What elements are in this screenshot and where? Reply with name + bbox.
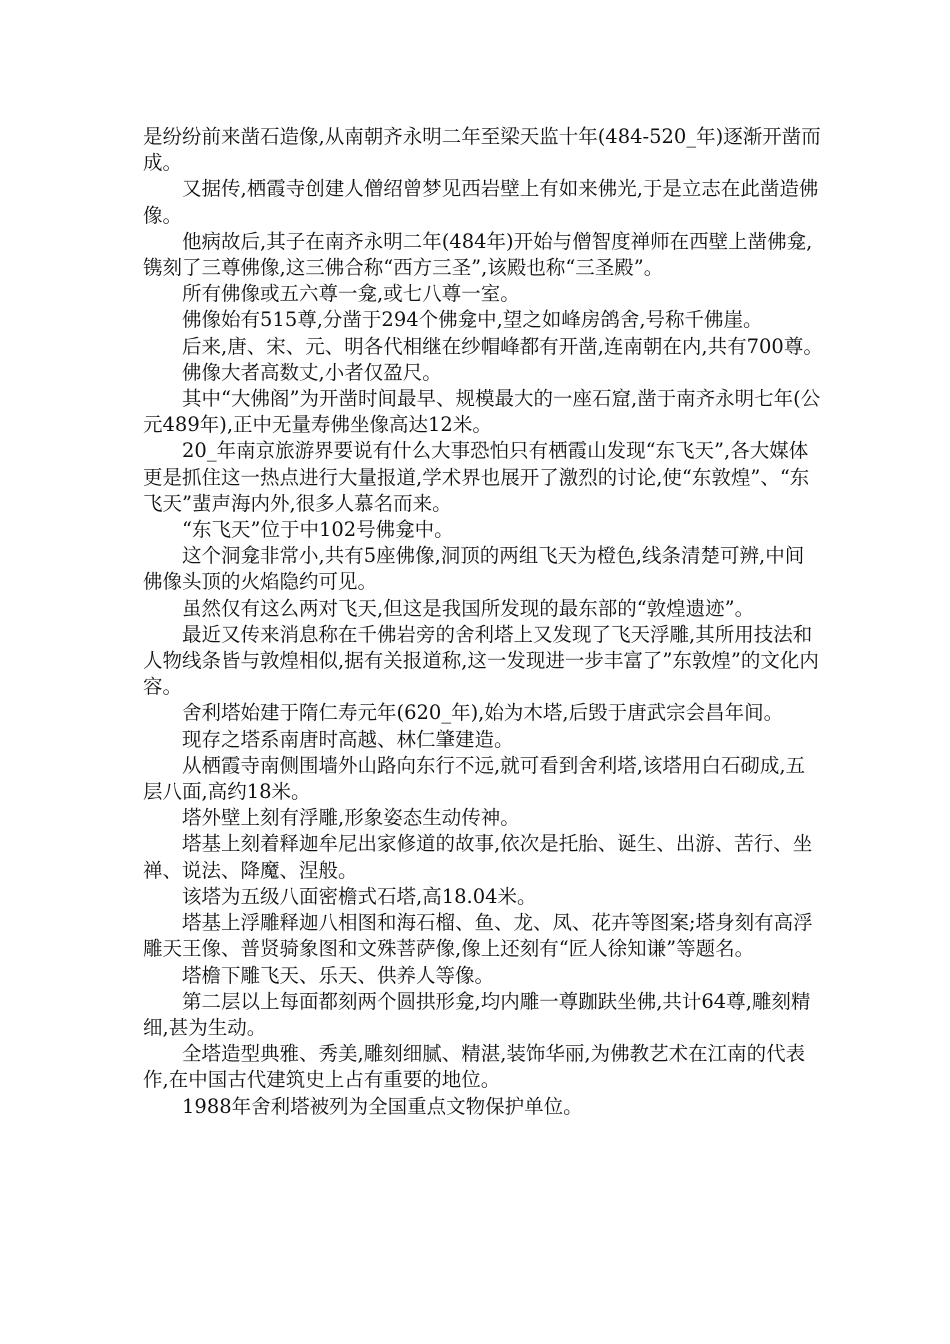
document-body bbox=[143, 124, 823, 1120]
paragraph: 该塔为五级八面密檐式石塔,高18.04米。 bbox=[182, 884, 537, 908]
paragraph: 塔檐下雕飞天、乐天、供养人等像。 bbox=[182, 963, 495, 987]
paragraph: 又据传,栖霞寺创建人僧绍曾梦见西岩壁上有如来佛光,于是立志在此凿造佛像。 bbox=[143, 177, 819, 227]
paragraph: 1988年舍利塔被列为全国重点文物保护单位。 bbox=[182, 1094, 583, 1118]
paragraph: 20_年南京旅游界要说有什么大事恐怕只有栖霞山发现“东飞天”,各大媒体更是抓住这一热点进行大量报道,学术界也展开了激烈的讨论,使“东敦煌”、“东飞天”蜚声海内外,很多人慕名而来。 bbox=[143, 439, 810, 515]
paragraph: 舍利塔始建于隋仁寿元年(620_年),始为木塔,后毁于唐武宗会昌年间。 bbox=[182, 701, 784, 725]
paragraph: 虽然仅有这么两对飞天,但这是我国所发现的最东部的“敦煌遗迹”。 bbox=[182, 596, 755, 620]
paragraph: 所有佛像或五六尊一龛,或七八尊一室。 bbox=[182, 282, 520, 306]
paragraph: 塔基上浮雕释迦八相图和海石榴、鱼、龙、凤、花卉等图案;塔身刻有高浮雕天王像、普贤骑象图和文殊菩萨像,像上还刻有“匠人徐知谦”等题名。 bbox=[143, 911, 813, 961]
paragraph: 从栖霞寺南侧围墙外山路向东行不远,就可看到舍利塔,该塔用白石砌成,五层八面,高约18米。 bbox=[143, 753, 806, 804]
paragraph: 塔基上刻着释迦牟尼出家修道的故事,依次是托胎、诞生、出游、苦行、坐禅、说法、降魔、涅般。 bbox=[143, 832, 813, 882]
paragraph: 佛像大者高数丈,小者仅盈尺。 bbox=[182, 360, 442, 384]
paragraph: 最近又传来消息称在千佛岩旁的舍利塔上又发现了飞天浮雕,其所用技法和人物线条皆与敦煌相似,据有关报道称,这一发现进一步丰富了”东敦煌”的文化内容。 bbox=[143, 622, 819, 699]
paragraph: 佛像始有515尊,分凿于294个佛龛中,望之如峰房鸽舍,号称千佛崖。 bbox=[182, 308, 763, 332]
paragraph: 全塔造型典雅、秀美,雕刻细腻、精湛,装饰华丽,为佛教艺术在江南的代表作,在中国古代建筑史上占有重要的地位。 bbox=[143, 1042, 806, 1092]
paragraph: 塔外壁上刻有浮雕,形象姿态生动传神。 bbox=[182, 806, 520, 830]
paragraph: 这个洞龛非常小,共有5座佛像,洞顶的两组飞天为橙色,线条清楚可辨,中间佛像头顶的火焰隐约可见。 bbox=[143, 544, 805, 594]
paragraph: 其中“大佛阁”为开凿时间最早、规模最大的一座石窟,凿于南齐永明七年(公元489年),正中无量寿佛坐像高达12米。 bbox=[143, 387, 821, 437]
paragraph: 后来,唐、宋、元、明各代相继在纱帽峰都有开凿,连南朝在内,共有700尊。 bbox=[182, 334, 823, 358]
paragraph: 他病故后,其子在南齐永明二年(484年)开始与僧智度禅师在西壁上凿佛龛,镌刻了三尊佛像,这三佛合称“西方三圣”,该殿也称“三圣殿”。 bbox=[143, 229, 813, 280]
paragraph: “东飞天”位于中102号佛龛中。 bbox=[182, 518, 454, 542]
paragraph: 第二层以上每面都刻两个圆拱形龛,均内雕一尊跏趺坐佛,共计64尊,雕刻精细,甚为生动。 bbox=[143, 989, 811, 1039]
paragraph: 是纷纷前来凿石造像,从南朝齐永明二年至梁天监十年(484-520_年)逐渐开凿而成。 bbox=[143, 125, 821, 175]
paragraph: 现存之塔系南唐时高越、林仁肇建造。 bbox=[182, 727, 514, 751]
